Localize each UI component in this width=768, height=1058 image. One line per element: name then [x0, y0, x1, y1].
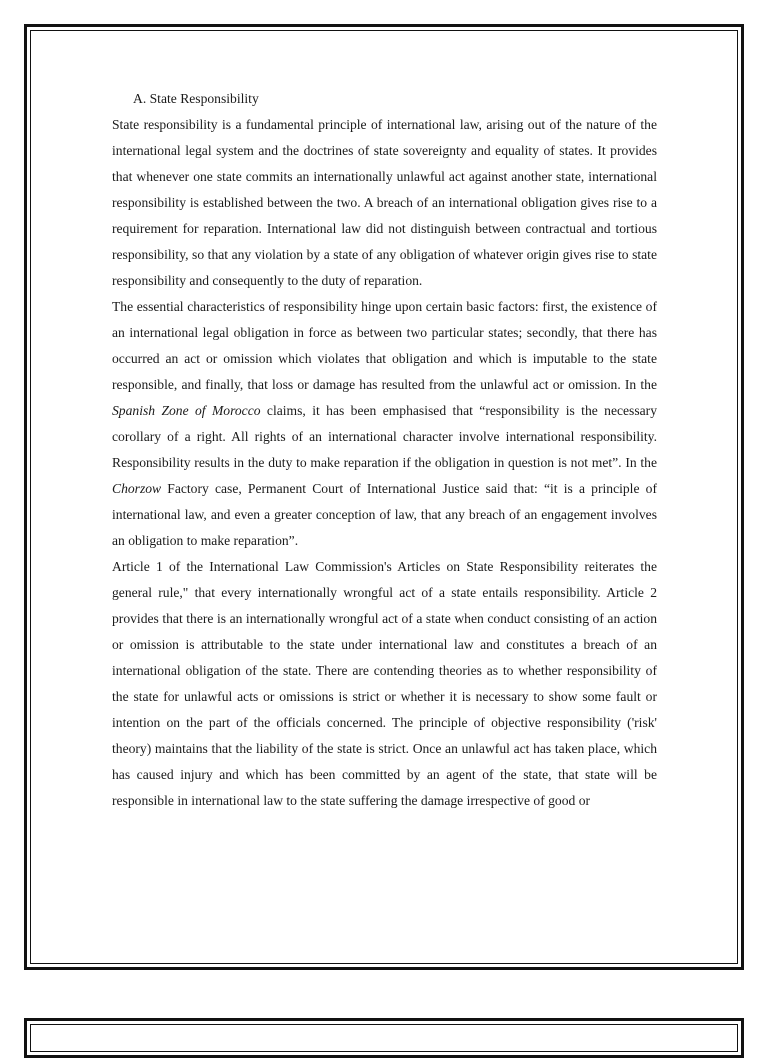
case-name-spanish-zone: Spanish Zone of Morocco — [112, 403, 261, 418]
paragraph-2-text-3: Factory case, Permanent Court of International Justice said that: “it is a principle of international law, and even a greater conception of law, that any breach of an engagement involves an obligation to make reparation”. — [112, 481, 657, 548]
paragraph-1: State responsibility is a fundamental principle of international law, arising out of the nature of the international legal system and the doctrines of state sovereignty and equality of states. It provides that whenever one state commits an internationally unlawful act against another state, international responsibility is established between the two. A breach of an international obligation gives rise to a requirement for reparation. International law did not distinguish between contractual and tortious responsibility, so that any violation by a state of any obligation of whatever origin gives rise to state responsibility and consequently to the duty of reparation. — [112, 117, 657, 288]
case-name-chorzow: Chorzow — [112, 481, 162, 496]
document-body — [112, 86, 657, 814]
next-page-border — [24, 1018, 744, 1058]
paragraph-2-text-2: claims, it has been emphasised that “responsibility is the necessary corollary of a right. All rights of an international character involve international responsibility. Responsibility results in the duty to make reparation if the obligation in question is not met”. In the — [112, 403, 657, 470]
section-heading: A. State Responsibility — [133, 91, 259, 106]
paragraph-2-text-1: The essential characteristics of responsibility hinge upon certain basic factors: first, the existence of an international legal obligation in force as between two particular states; secondly, that there has occurred an act or omission which violates that obligation and which is imputable to the state responsible, and finally, that loss or damage has resulted from the unlawful act or omission. In the — [112, 299, 657, 392]
paragraph-2 — [112, 294, 657, 554]
paragraph-3: Article 1 of the International Law Commission's Articles on State Responsibility reiterates the general rule," that every internationally wrongful act of a state entails responsibility. Article 2 provides that there is an internationally wrongful act of a state when conduct consisting of an action or omission is attributable to the state under international law and constitutes a breach of an international obligation of the state. There are contending theories as to whether responsibility of the state for unlawful acts or omissions is strict or whether it is necessary to show some fault or intention on the part of the officials concerned. The principle of objective responsibility ('risk' theory) maintains that the liability of the state is strict. Once an unlawful act has taken place, which has caused injury and which has been committed by an agent of the state, that state will be responsible in international law to the state suffering the damage irrespective of good or — [112, 559, 657, 808]
